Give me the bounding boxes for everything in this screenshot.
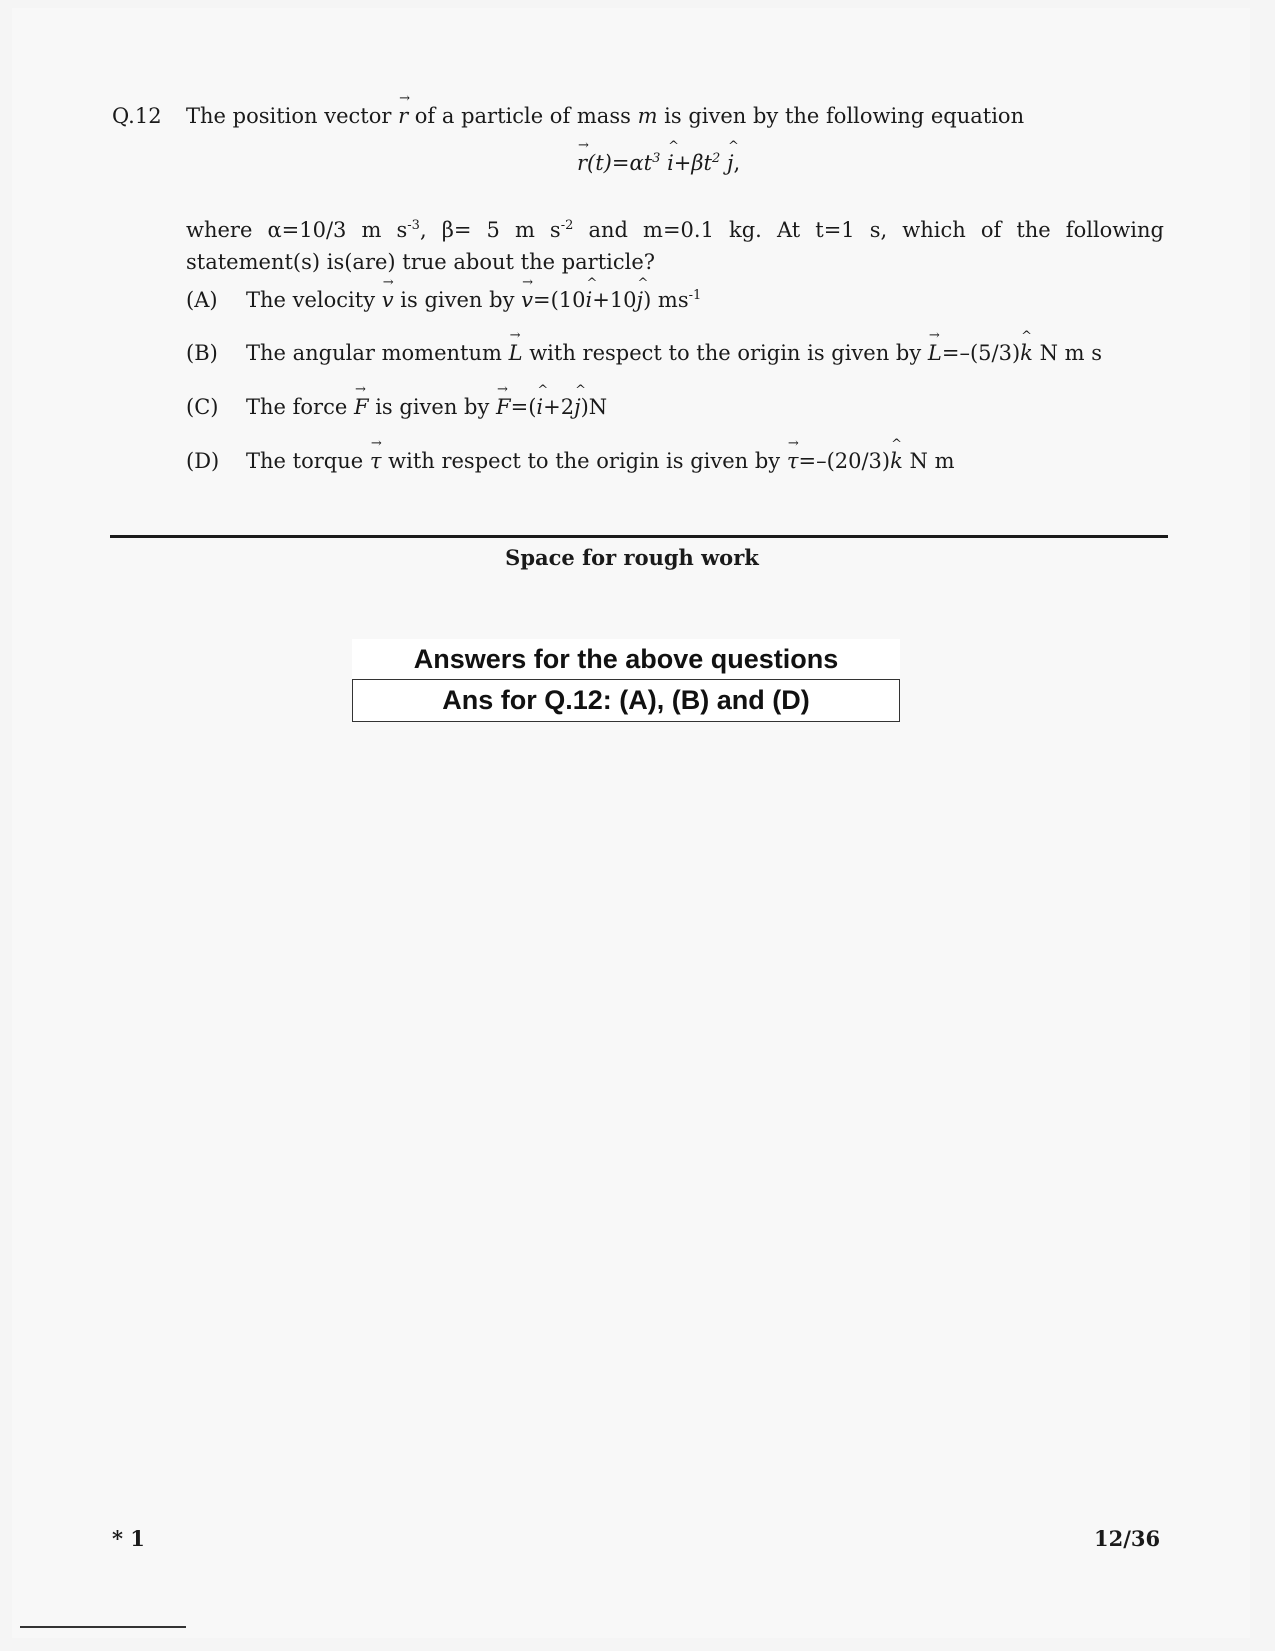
eq-exp2: 2	[711, 151, 721, 166]
where-word: where	[186, 218, 253, 242]
torque-symbol-2: → τ	[787, 449, 799, 473]
horizontal-divider	[110, 535, 1168, 538]
beta-exp: -2	[560, 218, 574, 233]
time-value: t=1 s, which of the following	[815, 218, 1164, 242]
option-b-text1: The angular momentum	[246, 341, 509, 365]
option-a-exp: -1	[688, 288, 702, 303]
option-d-text3: =–(20/3)	[798, 449, 891, 473]
velocity-symbol-2: → v	[521, 288, 533, 312]
option-d	[186, 449, 954, 473]
force-symbol-2: → F	[496, 395, 511, 419]
eq-args: (t)=αt	[587, 151, 653, 175]
option-a-text3: =(10	[532, 288, 586, 312]
mass-symbol: m	[637, 104, 658, 128]
option-a-text2: is given by	[393, 288, 522, 312]
angular-momentum-symbol: → L	[509, 341, 523, 365]
eq-mid: +βt	[673, 151, 712, 175]
j-hat: ^ j	[574, 395, 581, 419]
option-c-text2: is given by	[368, 395, 497, 419]
angular-momentum-symbol-2: → L	[928, 341, 942, 365]
rough-work-heading: Space for rough work	[505, 545, 759, 570]
option-c-text5: )N	[580, 395, 608, 419]
option-c-text1: The force	[246, 395, 354, 419]
conditions-line-1	[186, 218, 1164, 242]
k-hat: ^ k	[890, 449, 903, 473]
option-a-text5: ) ms	[643, 288, 689, 312]
eq-r: → r	[577, 151, 587, 175]
question-number: Q.12	[112, 104, 162, 128]
option-c-text4: +2	[543, 395, 575, 419]
eq-j-hat: ^ j	[727, 151, 734, 175]
answers-box	[352, 639, 900, 722]
option-b-text2: with respect to the origin is given by	[522, 341, 928, 365]
eq-end: ,	[733, 151, 741, 175]
alpha-value: α=10/3 m s	[267, 218, 408, 242]
option-b-label: (B)	[186, 341, 218, 365]
option-d-text4: N m	[902, 449, 955, 473]
page-number: 12/36	[1094, 1526, 1161, 1551]
question-stem	[186, 104, 1024, 128]
stem-text-1: The position vector	[186, 104, 399, 128]
torque-symbol: → τ	[370, 449, 382, 473]
position-equation	[577, 151, 740, 175]
answer-row: Ans for Q.12: (A), (B) and (D)	[352, 679, 900, 722]
position-vector-symbol: → r	[398, 104, 408, 128]
option-a-text1: The velocity	[246, 288, 382, 312]
option-a	[186, 288, 701, 312]
option-d-text1: The torque	[246, 449, 370, 473]
exam-page	[12, 8, 1250, 1638]
j-hat: ^ j	[637, 288, 644, 312]
option-d-text2: with respect to the origin is given by	[381, 449, 787, 473]
stem-text-3: is given by the following equation	[657, 104, 1025, 128]
option-c-text3: =(	[510, 395, 537, 419]
option-b-text4: N m s	[1032, 341, 1102, 365]
k-hat: ^ k	[1020, 341, 1033, 365]
i-hat: ^ i	[536, 395, 543, 419]
option-c	[186, 395, 607, 419]
option-a-text4: +10	[592, 288, 637, 312]
bottom-edge-line	[20, 1626, 186, 1628]
option-d-label: (D)	[186, 449, 220, 473]
conditions-line-2: statement(s) is(are) true about the particle?	[186, 250, 656, 274]
stem-text-2: of a particle of mass	[408, 104, 638, 128]
eq-exp1: 3	[652, 151, 661, 166]
option-b	[186, 341, 1102, 365]
force-symbol: → F	[354, 395, 369, 419]
footer-marker: * 1	[112, 1526, 145, 1551]
velocity-symbol: → v	[382, 288, 394, 312]
option-c-label: (C)	[186, 395, 219, 419]
answers-title: Answers for the above questions	[352, 639, 900, 679]
i-hat: ^ i	[586, 288, 593, 312]
eq-i-hat: ^ i	[667, 151, 674, 175]
option-b-text3: =–(5/3)	[941, 341, 1021, 365]
alpha-exp: -3	[407, 218, 420, 233]
beta-value: , β= 5 m s	[419, 218, 561, 242]
option-a-label: (A)	[186, 288, 218, 312]
mass-value: and m=0.1 kg. At	[588, 218, 801, 242]
